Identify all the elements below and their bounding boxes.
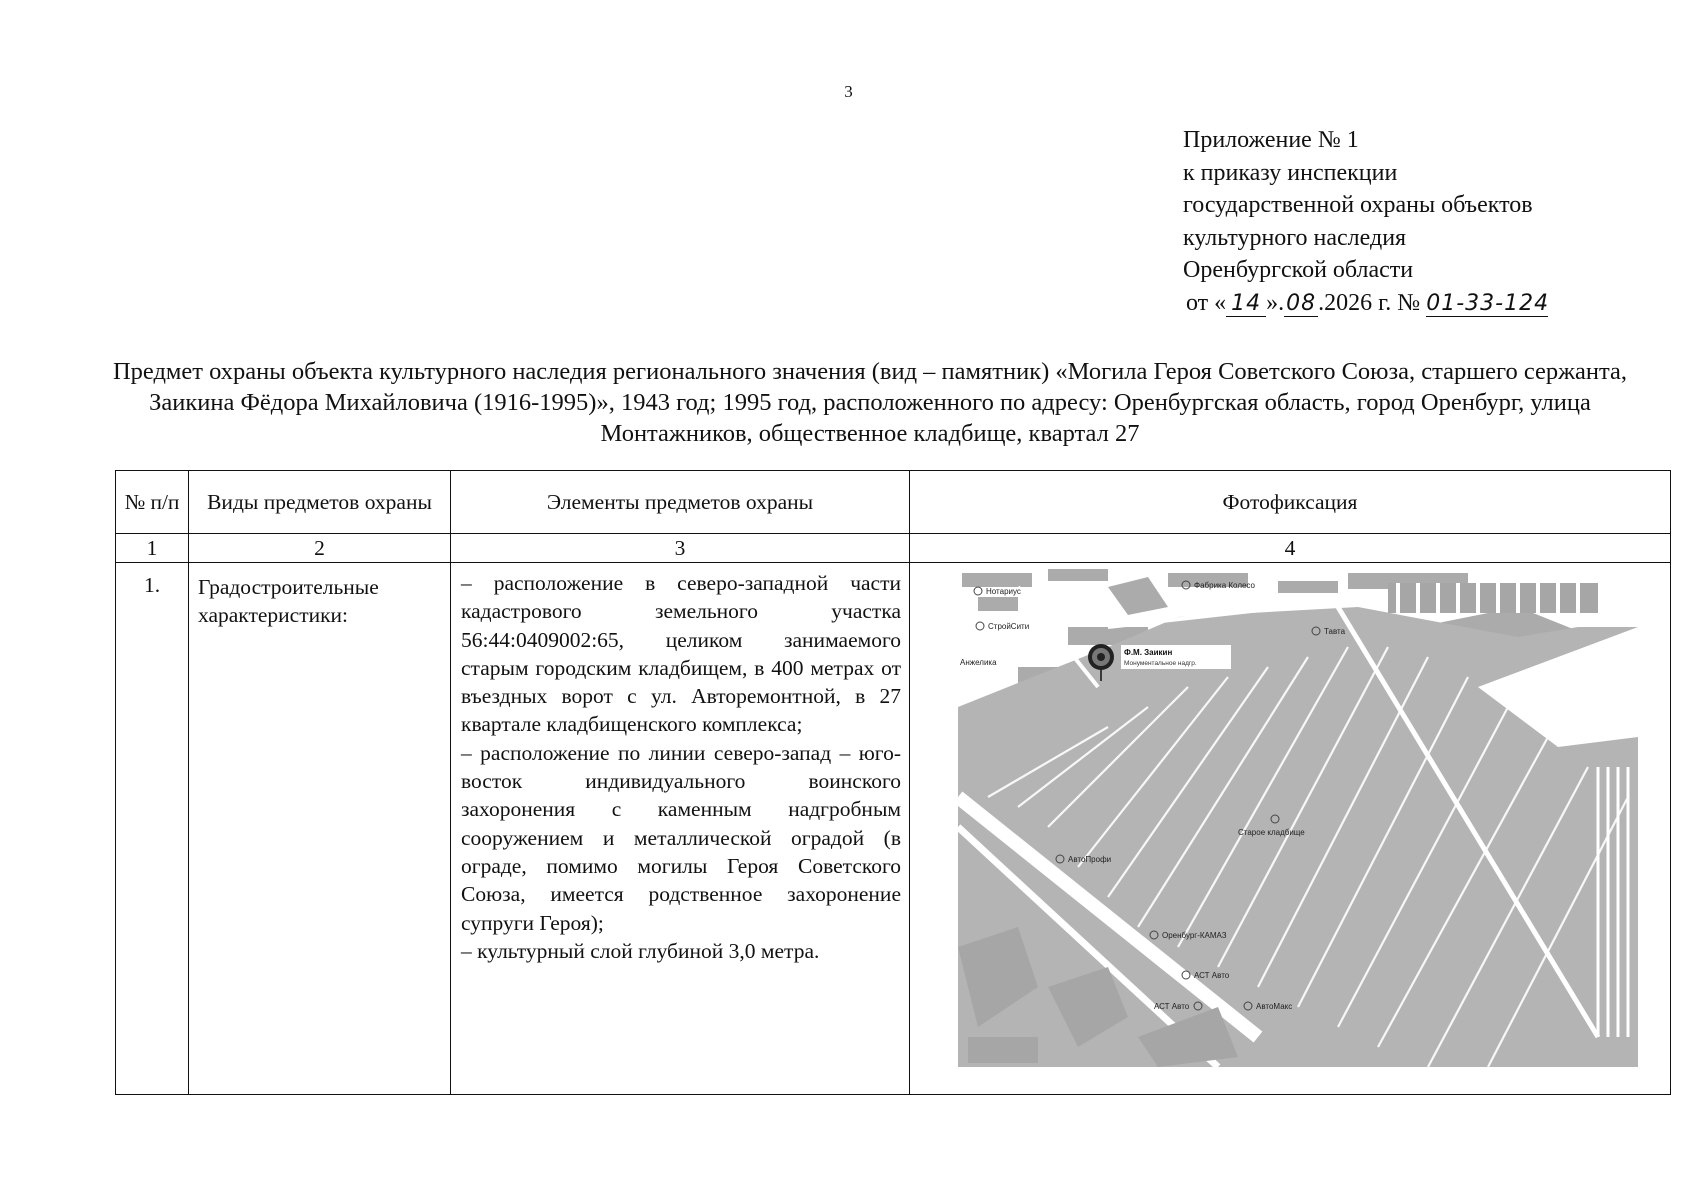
marker-title: Ф.М. Заикин <box>1124 648 1173 657</box>
map-label: Старое кладбище <box>1238 828 1305 837</box>
column-number: 4 <box>910 534 1671 563</box>
order-number: 01-33-124 <box>1426 290 1550 316</box>
order-day: 14 <box>1226 292 1266 317</box>
element-item: – расположение по линии северо-запад – юго-восток индивидуального воинского захоронения с каменным надгробным сооружением и металлической оградой (в ограде, помимо могилы Героя Советского Союза, имеется родственное захоронение супруги Героя); <box>461 740 901 935</box>
map-image <box>958 567 1638 1067</box>
table-row <box>116 563 1671 1095</box>
map-label: Тавта <box>1324 627 1346 636</box>
appendix-line: государственной охраны объектов <box>1183 192 1533 218</box>
page-number: 3 <box>844 82 853 101</box>
column-number-row <box>116 534 1671 563</box>
order-month: 08 <box>1286 290 1317 316</box>
appendix-line: к приказу инспекции <box>1183 159 1398 186</box>
date-year: .2026 г. № <box>1318 289 1421 316</box>
header-cell-elements: Элементы предметов охраны <box>451 471 910 534</box>
appendix-line: культурного наследия <box>1183 224 1407 251</box>
element-item: – культурный слой глубиной 3,0 метра. <box>461 938 820 963</box>
row-elements <box>451 563 910 1095</box>
appendix-line: Приложение № 1 <box>1183 127 1359 153</box>
column-number: 3 <box>451 534 910 563</box>
map-label: Оренбург-КАМАЗ <box>1162 931 1227 940</box>
row-kind: Градостроительные характеристики: <box>189 563 451 1095</box>
map-label: Анжелика <box>960 658 997 667</box>
map-label: СтройСити <box>988 622 1030 631</box>
column-number: 2 <box>189 534 451 563</box>
map-label: Фабрика Колесо <box>1194 581 1255 590</box>
map-label: Нотариус <box>986 587 1021 596</box>
map-label: АвтоМакс <box>1256 1002 1293 1011</box>
table-header-row <box>116 471 1671 534</box>
header-cell-photo: Фотофиксация <box>910 471 1671 534</box>
header-cell-number: № п/п <box>116 471 189 534</box>
map-label: АСТ Авто <box>1154 1002 1190 1011</box>
date-prefix: от « <box>1186 289 1227 316</box>
header-cell-kind: Виды предметов охраны <box>189 471 451 534</box>
document-title: Предмет охраны объекта культурного наследия регионального значения (вид – памятник) «Могила Героя Советского Союза, старшего сержанта, Заикина Фёдора Михайловича (1916-1995)», 1943 год; 1995 год, расположенного по адресу: Оренбургская область, город Оренбург, улица Монтажников, общественное кладбище, квартал 27 <box>112 358 1628 447</box>
appendix-block <box>1183 124 1548 319</box>
row-number: 1. <box>116 563 189 1095</box>
map-label: АСТ Авто <box>1194 971 1230 980</box>
marker-subtitle: Монументальное надгр. <box>1124 660 1197 667</box>
column-number: 1 <box>116 534 189 563</box>
element-item: – расположение в северо-западной части кадастрового земельного участка 56:44:0409002:65, целиком занимаемого старым городским кладбищем, в 400 метрах от въездных ворот с ул. Авторемонтной, в 27 квартале кладбищенского комплекса; <box>461 571 901 737</box>
order-date-line <box>1183 287 1548 320</box>
date-sep: ». <box>1266 289 1285 316</box>
map-label: АвтоПрофи <box>1068 855 1112 864</box>
protection-table <box>115 470 1671 1095</box>
appendix-line: Оренбургской области <box>1183 257 1414 283</box>
photo-cell <box>910 563 1671 1095</box>
